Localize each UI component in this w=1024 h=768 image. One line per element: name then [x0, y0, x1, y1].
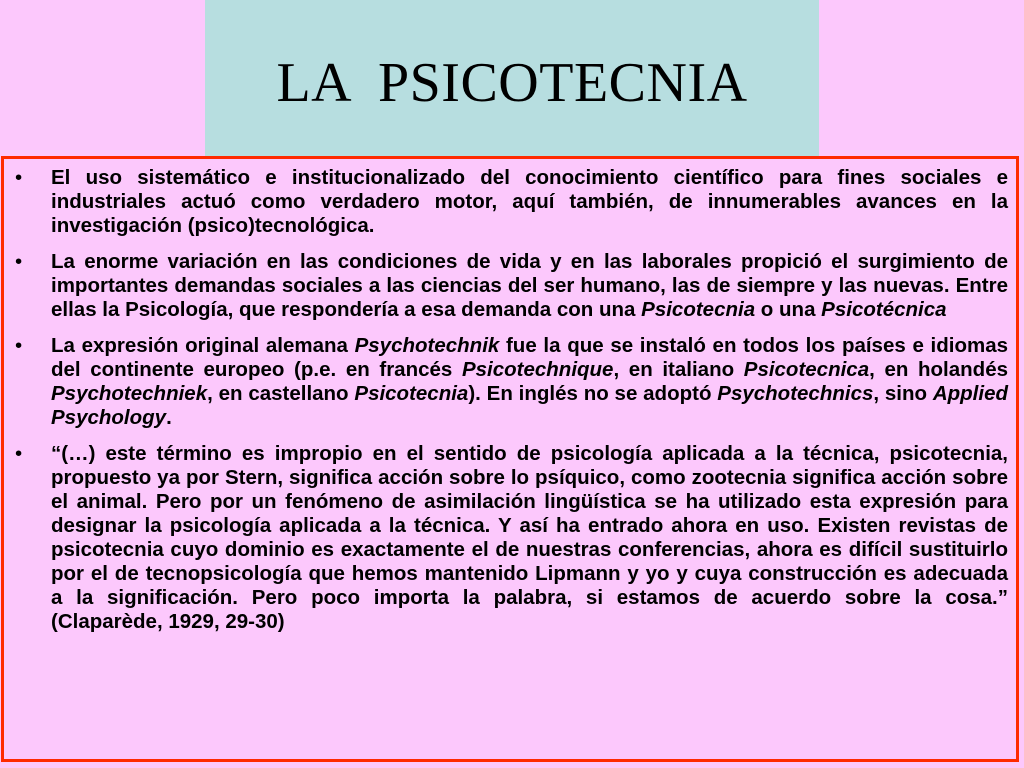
- text-segment: “(…) este término es impropio en el sentido de psicología aplicada a la técnica, psicotecnia, propuesto ya por Stern, significa acción sobre lo psíquico, como zootecnia significa acción sobre el animal. Pero por un fenómeno de asimilación lingüística se ha utilizado esta expresión para designar la psicología aplicada a la técnica. Y así ha entrado ahora en uso. Existen revistas de psicotecnia cuyo dominio es exactamente el de nuestras conferencias, ahora es difícil sustituirlo por el de tecnopsicología que hemos mantenido Lipmann y yo y cuya construcción es adecuada a la significación. Pero poco importa la palabra, si estamos de acuerdo sobre la cosa.” (Claparède, 1929, 29-30): [51, 442, 1008, 633]
- bullet-item-3: [4, 334, 1008, 430]
- italic-term: Psicotécnica: [821, 298, 947, 321]
- bullet-dot-icon: •: [15, 442, 23, 465]
- text-segment: , en castellano: [207, 382, 355, 405]
- bullet-text: [51, 166, 1008, 237]
- text-segment: La enorme variación en las condiciones de vida y en las laborales propició el surgimiento de importantes demandas sociales a las ciencias del ser humano, las de siempre y las nuevas. Entre ellas la Psicología, que respondería a esa demanda con una: [51, 250, 1008, 321]
- italic-term: Psicotechnique: [461, 358, 614, 381]
- italic-term: Psicotecnia: [641, 298, 756, 321]
- text-segment: , en holandés: [869, 358, 1008, 381]
- bullet-text: [51, 334, 1008, 429]
- bullet-item-1: [4, 166, 1008, 238]
- slide-title: LA PSICOTECNIA: [276, 52, 748, 114]
- text-segment: , sino: [873, 382, 933, 405]
- text-segment: La expresión original alemana: [51, 334, 355, 357]
- bullet-list: [4, 166, 1008, 634]
- bullet-dot-icon: •: [15, 334, 23, 357]
- italic-term: Psicotecnica: [743, 358, 870, 381]
- text-segment: El uso sistemático e institucionalizado del conocimiento científico para fines sociales e industriales actuó como verdadero motor, aquí también, de innumerables avances en la investigación (psico)tecnológica.: [51, 166, 1008, 237]
- text-segment: , en italiano: [613, 358, 744, 381]
- content-panel: [1, 156, 1019, 762]
- bullet-item-2: [4, 250, 1008, 322]
- text-segment: fue la que se instaló en todos los países e idiomas del continente europeo (p.e. en francés: [51, 334, 1008, 381]
- bullet-text: [51, 442, 1008, 633]
- title-banner: [205, 0, 819, 156]
- text-segment: ). En inglés no se adoptó: [468, 382, 718, 405]
- italic-term: Psicotecnia: [354, 382, 469, 405]
- text-segment: o una: [755, 298, 822, 321]
- bullet-text: [51, 250, 1008, 321]
- bullet-dot-icon: •: [15, 250, 23, 273]
- italic-term: Psychotechnik: [354, 334, 500, 357]
- italic-term: Psychotechniek: [51, 382, 208, 405]
- bullet-item-4: [4, 442, 1008, 634]
- italic-term: Applied Psychology: [51, 382, 1008, 429]
- bullet-dot-icon: •: [15, 166, 23, 189]
- italic-term: Psychotechnics: [717, 382, 874, 405]
- text-segment: .: [166, 406, 172, 429]
